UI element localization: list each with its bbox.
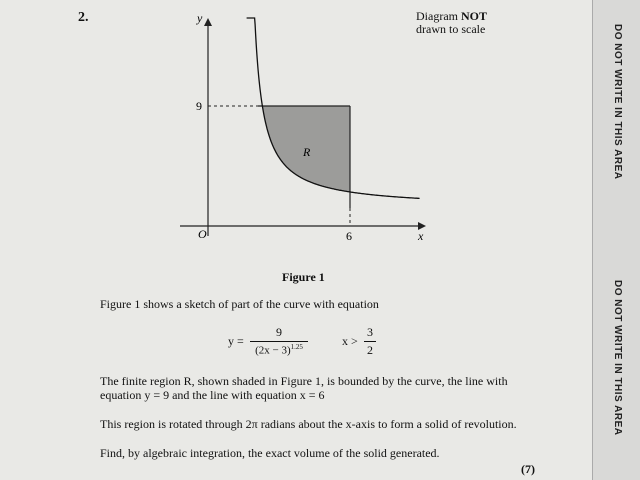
- cond-lhs: x >: [342, 334, 358, 348]
- question-number: 2.: [78, 10, 89, 25]
- diagram-note-line2: drawn to scale: [416, 22, 486, 36]
- diagram-note-line1: Diagram NOT: [416, 9, 487, 23]
- eq-lhs: y =: [228, 334, 244, 348]
- y-tick-label-9: 9: [196, 99, 202, 113]
- rotation-text: This region is rotated through 2π radians about the x-axis to form a solid of revolution.: [100, 417, 517, 431]
- figure-caption: Figure 1: [282, 270, 325, 284]
- margin-warning-2: DO NOT WRITE IN THIS AREA: [612, 280, 623, 436]
- eq-denominator: $(2x - 3)^{1.25}$: [255, 343, 303, 357]
- task-text: Find, by algebraic integration, the exact volume of the solid generated.: [100, 446, 440, 460]
- y-axis-label: y: [197, 11, 203, 25]
- right-margin: [592, 0, 640, 480]
- eq-fraction: [250, 325, 308, 357]
- eq-numerator: 9: [276, 325, 282, 339]
- intro-text: Figure 1 shows a sketch of part of the curve with equation: [100, 297, 379, 311]
- y-axis-arrow: [204, 18, 212, 26]
- x-axis-label: x: [418, 229, 424, 243]
- cond-fraction: [364, 325, 376, 358]
- margin-warning-1: DO NOT WRITE IN THIS AREA: [612, 24, 623, 180]
- marks-label: (7): [521, 462, 535, 476]
- cond-denominator: 2: [367, 343, 373, 357]
- region-label: R: [303, 145, 311, 159]
- x-tick-label-6: 6: [346, 229, 352, 243]
- region-description-line2: equation y = 9 and the line with equation x = 6: [100, 388, 325, 402]
- region-description-line1: The finite region R, shown shaded in Figure 1, is bounded by the curve, the line with: [100, 374, 508, 388]
- origin-label: O: [198, 227, 207, 241]
- cond-numerator: 3: [367, 325, 373, 339]
